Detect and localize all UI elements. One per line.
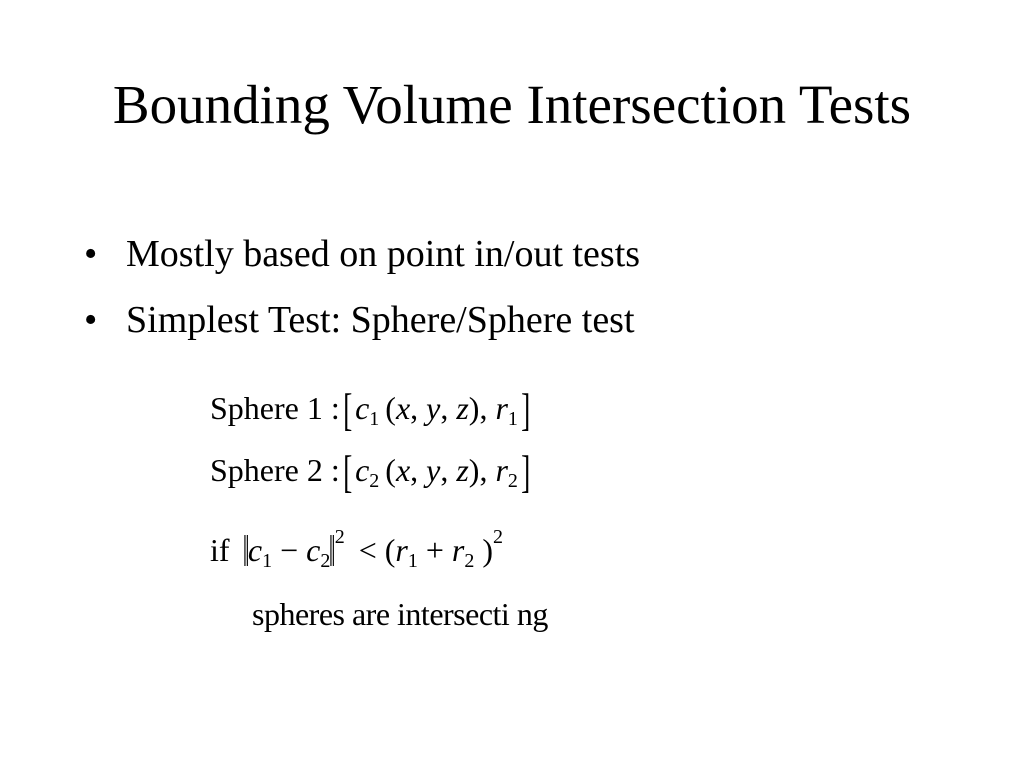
conclusion-text: spheres are intersecti ng: [252, 596, 548, 632]
bullet-list: [84, 232, 640, 364]
sphere2-label: Sphere 2 :: [210, 452, 340, 488]
bullet-item: [84, 232, 640, 276]
bullet-item: [84, 298, 640, 342]
bullet-text: Simplest Test: Sphere/Sphere test: [126, 299, 635, 341]
if-word: if: [210, 532, 230, 568]
slide-title: Bounding Volume Intersection Tests: [112, 74, 912, 135]
sphere1-label: Sphere 1 :: [210, 390, 340, 426]
bullet-marker: •: [84, 299, 98, 341]
intersection-condition: if $‖c_1$ − $c_2‖^2 < (r_1 + r_2$ )$^2$: [210, 526, 504, 576]
bullet-marker: •: [84, 233, 98, 275]
sphere1-equation: Sphere 1 $:[c_1$ (x, y, z), $r_1$]: [210, 384, 531, 435]
bullet-text: Mostly based on point in/out tests: [126, 233, 641, 275]
sphere2-equation: Sphere 2 $:[c_2$ (x, y, z), $r_2$]: [210, 446, 531, 497]
